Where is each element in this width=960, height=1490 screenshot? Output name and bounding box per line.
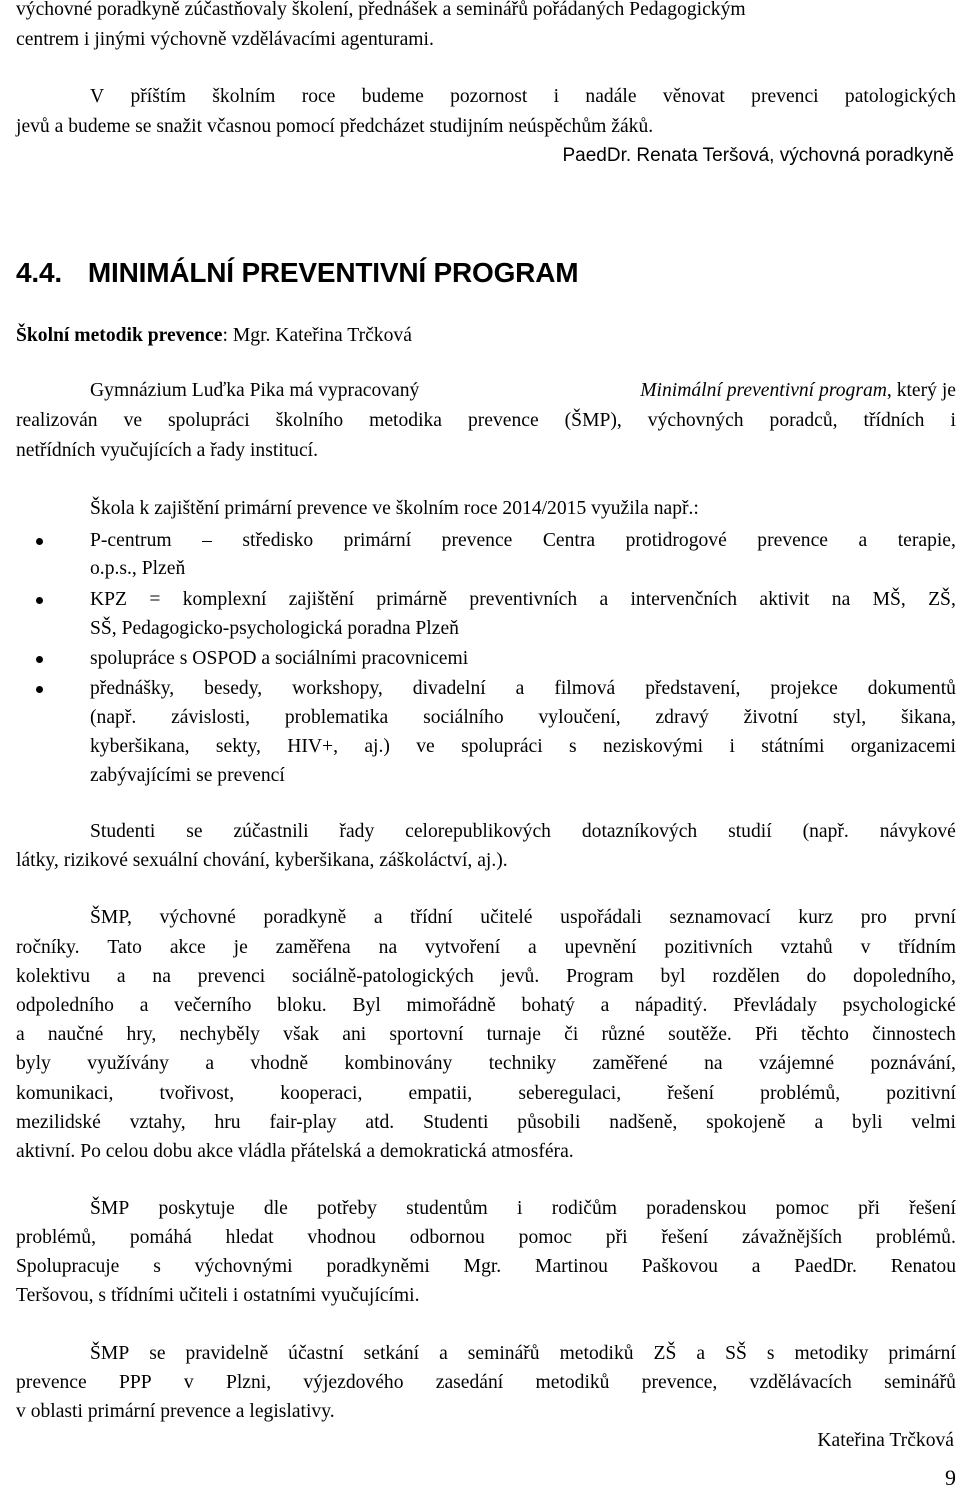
intro-line-2: centrem i jinými výchovně vzdělávacími agenturami. [16,29,434,50]
course-line-5: a naučné hry, nechyběly však ani sportovní turnaje či různé soutěže. Při těchto činnostech [16,1024,956,1045]
course-line-7: komunikaci, tvořivost, kooperaci, empatii, seberegulaci, řešení problémů, pozitivní [16,1083,956,1104]
section-number: 4.4. [16,257,62,288]
bullet-2-line-1: KPZ = komplexní zajištění primárně preventivních a intervenčních aktivit na MŠ, ZŠ, [90,589,956,610]
course-line-3: kolektivu a na prevenci sociálně-patologických jevů. Program byl rozdělen do dopoledního, [16,966,956,987]
para2-line-2: jevů a budeme se snažit včasnou pomocí předcházet studijním neúspěchům žáků. [16,116,654,137]
section-title: MINIMÁLNÍ PREVENTIVNÍ PROGRAM [87,257,579,288]
closing-signature: Kateřina Trčková [817,1430,954,1451]
bullet-dot [36,538,43,545]
section-heading [16,259,578,287]
program-line-3: netřídních vyučujících a řady institucí. [16,440,318,461]
students-line-2: látky, rizikové sexuální chování, kyberšikana, záškoláctví, aj.). [16,850,508,871]
program-line-1-a: Gymnázium Luďka Pika má vypracovaný [90,380,420,401]
bullet-1-line-2: o.p.s., Plzeň [90,558,186,579]
students-line-1: Studenti se zúčastnili řady celorepublikových dotazníkových studií (např. návykové [90,821,956,842]
methodist-label: Školní metodik prevence [16,325,223,346]
para2-line-1: V příštím školním roce budeme pozornost i nadále věnovat prevenci patologických [90,86,956,107]
methodist-name: Mgr. Kateřina Trčková [232,325,412,346]
text-line: výchovné poradkyně zúčastňovaly školení, přednášek a seminářů pořádaných Pedagogickým [16,0,746,20]
intro-line-1 [16,0,956,20]
bullet-4-line-1: přednášky, besedy, workshopy, divadelní a filmová představení, projekce dokumentů [90,678,956,699]
page-number: 9 [945,1465,956,1490]
bullet-3-line-1: spolupráce s OSPOD a sociálními pracovnicemi [90,648,469,669]
meetings-line-2: prevence PPP v Plzni, výjezdového zasedání metodiků prevence, vzdělávacích seminářů [16,1372,956,1393]
counsel-line-3: Spolupracuje s výchovnými poradkyněmi Mgr. Martinou Paškovou a PaedDr. Renatou [16,1256,956,1277]
primary-intro: Škola k zajištění primární prevence ve školním roce 2014/2015 využila např.: [90,498,699,519]
bullet-4-line-2: (např. závislosti, problematika sociálního vyloučení, zdravý životní styl, šikana, [90,707,956,728]
counsel-line-4: Teršovou, s třídními učiteli i ostatními vyučujícími. [16,1285,420,1306]
bullet-dot [36,597,43,604]
bullet-1-line-1: P-centrum – středisko primární prevence Centra protidrogové prevence a terapie, [90,530,956,551]
bullet-dot [36,686,43,693]
bullet-4-line-4: zabývajícími se prevencí [90,765,285,786]
bullet-2-line-2: SŠ, Pedagogicko-psychologická poradna Plzeň [90,618,459,639]
course-line-9: aktivní. Po celou dobu akce vládla přátelská a demokratická atmosféra. [16,1141,574,1162]
methodist-colon: : [222,325,228,346]
course-line-8: mezilidské vztahy, hru fair-play atd. Studenti působili nadšeně, spokojeně a byli velmi [16,1112,956,1133]
meetings-line-3: v oblasti primární prevence a legislativy. [16,1401,335,1422]
course-line-6: byly využívány a vhodně kombinovány techniky zaměřené na vzájemné poznávání, [16,1053,956,1074]
methodist-line [16,326,412,346]
program-line-1 [90,381,956,401]
course-line-2: ročníky. Tato akce je zaměřena na vytvoření a upevnění pozitivních vztahů v třídním [16,937,956,958]
program-italic: Minimální preventivní program [640,380,887,401]
program-line-2: realizován ve spolupráci školního metodika prevence (ŠMP), výchovných poradců, třídních i [16,410,956,431]
intro-signature: PaedDr. Renata Teršová, výchovná poradkyně [562,145,954,166]
counsel-line-2: problémů, pomáhá hledat vhodnou odbornou pomoc při řešení závažnějších problémů. [16,1227,956,1248]
program-line-1-b: , který je [886,380,956,401]
course-line-1: ŠMP, výchovné poradkyně a třídní učitelé uspořádali seznamovací kurz pro první [90,907,956,928]
bullet-dot [36,656,43,663]
course-line-4: odpoledního a večerního bloku. Byl mimořádně bohatý a nápaditý. Převládaly psychologické [16,995,956,1016]
meetings-line-1: ŠMP se pravidelně účastní setkání a seminářů metodiků ZŠ a SŠ s metodiky primární [90,1343,956,1364]
counsel-line-1: ŠMP poskytuje dle potřeby studentům i rodičům poradenskou pomoc při řešení [90,1198,956,1219]
bullet-4-line-3: kyberšikana, sekty, HIV+, aj.) ve spolupráci s neziskovými i státními organizacemi [90,736,956,757]
